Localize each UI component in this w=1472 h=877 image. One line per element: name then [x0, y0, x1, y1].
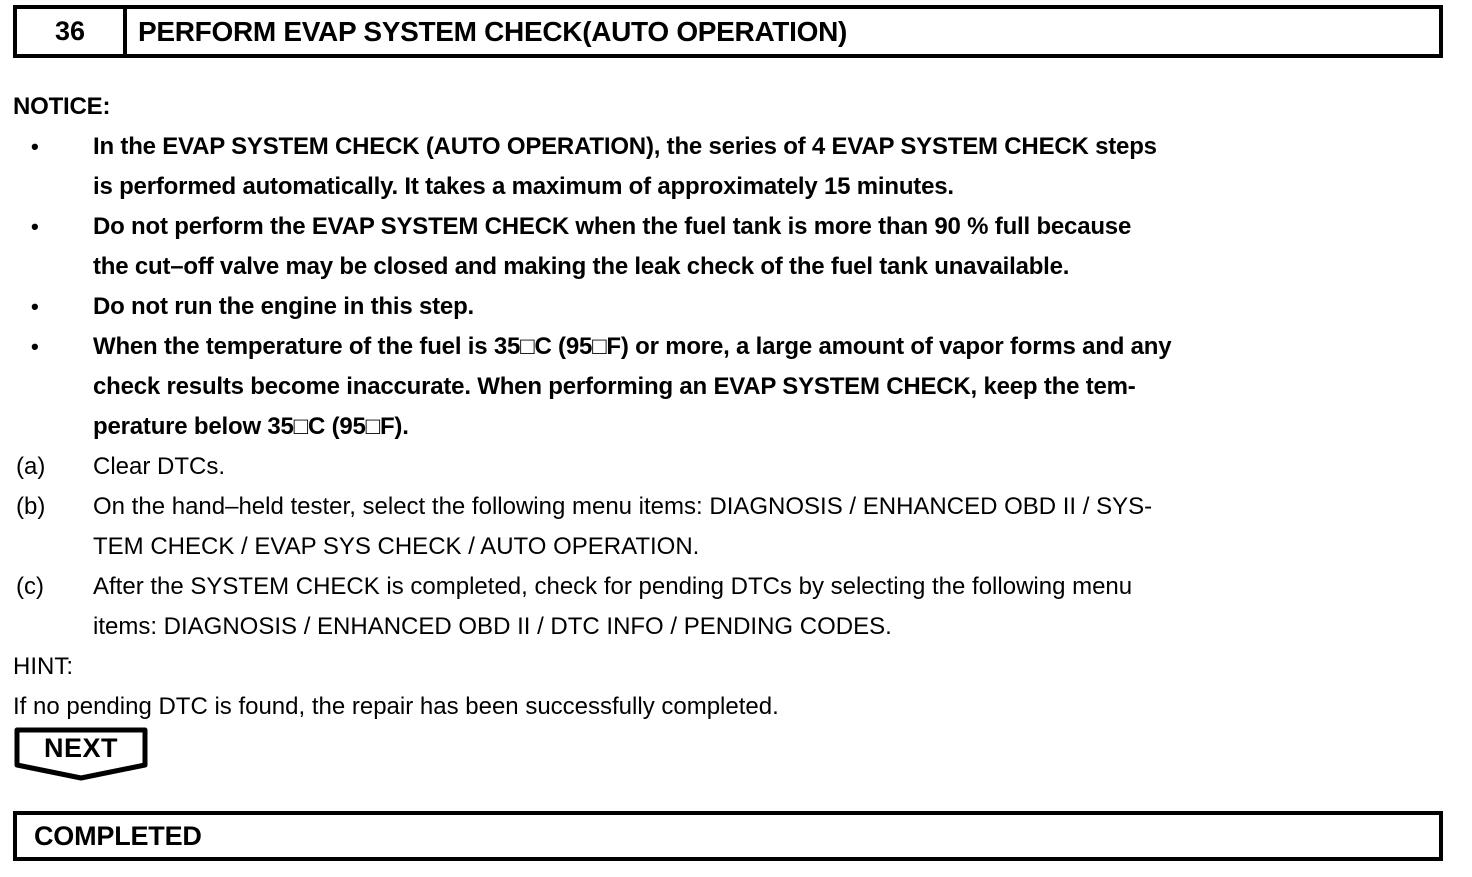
step-item-label: (b) — [16, 493, 46, 520]
completed-box — [13, 811, 1443, 861]
step-title: PERFORM EVAP SYSTEM CHECK(AUTO OPERATION) — [138, 15, 848, 47]
next-connector — [13, 727, 155, 783]
bullet-icon: • — [31, 294, 39, 319]
notice-bullet — [13, 207, 1472, 287]
bullet-icon: • — [31, 334, 39, 359]
notice-line: the cut–off valve may be closed and making the leak check of the fuel tank unavailable. — [93, 253, 1070, 280]
bullet-icon: • — [31, 214, 39, 239]
step-line: TEM CHECK / EVAP SYS CHECK / AUTO OPERATION. — [93, 533, 700, 560]
notice-bullet — [13, 127, 1472, 207]
notice-bullet — [13, 327, 1472, 447]
notice-line: When the temperature of the fuel is 35□C (95□F) or more, a large amount of vapor forms and any — [93, 333, 1172, 360]
manual-page — [0, 5, 1472, 861]
notice-line: perature below 35□C (95□F). — [93, 413, 409, 440]
step-line: items: DIAGNOSIS / ENHANCED OBD II / DTC INFO / PENDING CODES. — [93, 613, 892, 640]
procedure-body — [13, 87, 1472, 783]
step-line: After the SYSTEM CHECK is completed, check for pending DTCs by selecting the following menu — [93, 573, 1133, 600]
step-line: On the hand–held tester, select the following menu items: DIAGNOSIS / ENHANCED OBD II / SYS- — [93, 493, 1153, 520]
bullet-icon: • — [31, 134, 39, 159]
completed-label: COMPLETED — [34, 820, 202, 851]
hint-label: HINT: — [13, 653, 73, 680]
step-item — [13, 447, 1472, 487]
notice-line: is performed automatically. It takes a maximum of approximately 15 minutes. — [93, 173, 954, 200]
notice-line: In the EVAP SYSTEM CHECK (AUTO OPERATION), the series of 4 EVAP SYSTEM CHECK steps — [93, 133, 1157, 160]
notice-bullet — [13, 287, 1472, 327]
notice-line: check results become inaccurate. When performing an EVAP SYSTEM CHECK, keep the tem- — [93, 373, 1136, 400]
notice-label: NOTICE: — [13, 93, 111, 120]
notice-line: Do not run the engine in this step. — [93, 293, 474, 320]
step-item — [13, 567, 1472, 647]
step-item-label: (a) — [16, 453, 46, 480]
notice-line: Do not perform the EVAP SYSTEM CHECK when the fuel tank is more than 90 % full because — [93, 213, 1132, 240]
step-item — [13, 487, 1472, 567]
next-label: NEXT — [43, 733, 118, 763]
hint-text: If no pending DTC is found, the repair has been successfully completed. — [13, 693, 779, 720]
step-item-label: (c) — [16, 573, 44, 600]
step-number: 36 — [17, 9, 127, 54]
step-header — [13, 5, 1443, 58]
step-line: Clear DTCs. — [93, 453, 226, 480]
